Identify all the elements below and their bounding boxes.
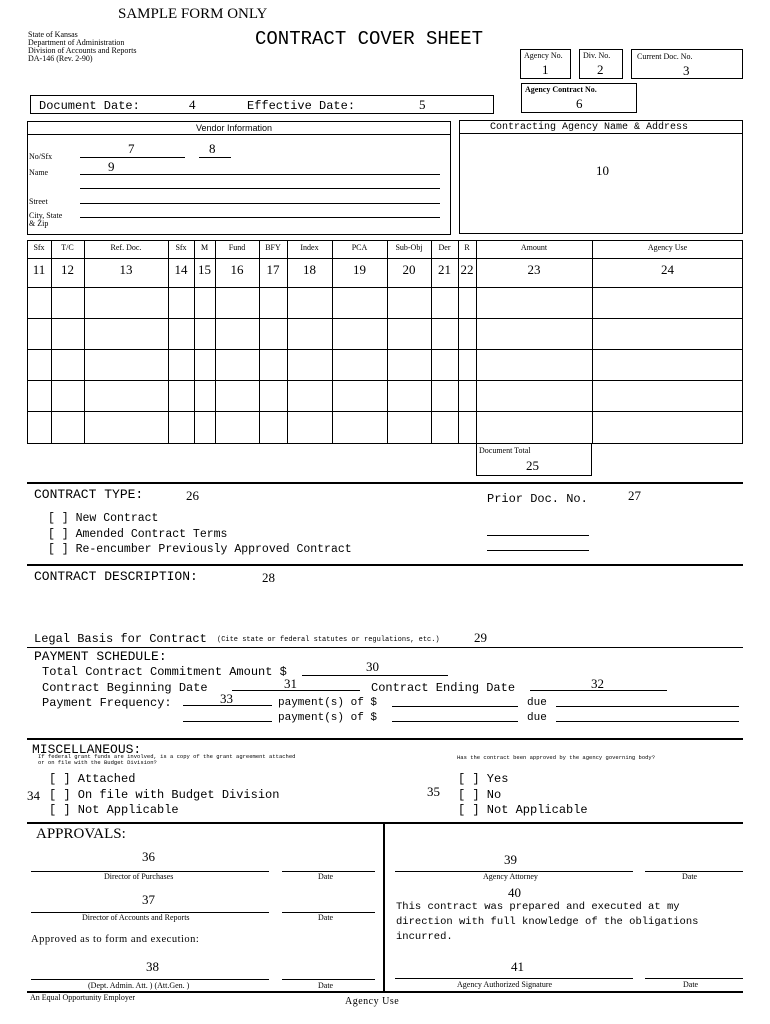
contract-description-label: CONTRACT DESCRIPTION: [34, 569, 198, 584]
current-doc-box[interactable] [631, 49, 743, 79]
payment-amount-field-2[interactable] [392, 721, 518, 722]
issuer-line: Department of Administration [28, 38, 125, 47]
yes-checkbox[interactable]: [ ] Yes [458, 772, 509, 786]
city-state-text: City, State [29, 211, 63, 220]
div-no-box[interactable] [579, 49, 623, 79]
current-doc-label: Current Doc. No. [637, 52, 693, 61]
grant-question-line: or on file with the Budget Division? [38, 759, 157, 766]
document-date-label: Document Date: [39, 99, 140, 113]
grant-question-number: 34 [27, 788, 40, 803]
issuer-line: Division of Accounts and Reports [28, 46, 137, 55]
agency-no-value: 1 [542, 62, 549, 77]
prior-doc-value: 27 [628, 488, 641, 503]
authorized-signature-line[interactable] [395, 978, 633, 979]
approvals-top-rule [27, 822, 743, 824]
contracting-agency-value[interactable]: 10 [596, 163, 609, 178]
contract-type-top-rule [27, 482, 743, 484]
page-title: CONTRACT COVER SHEET [255, 28, 484, 50]
table-row[interactable] [27, 287, 743, 318]
vendor-street-line [80, 203, 440, 204]
accounts-date-caption: Date [318, 913, 334, 922]
div-no-value: 2 [597, 62, 604, 77]
approvals-divider [383, 823, 385, 992]
table-first-row-cell[interactable]: 24 [661, 262, 674, 277]
document-total-box[interactable] [476, 443, 592, 476]
agency-no-label: Agency No. [524, 51, 563, 60]
div-no-label: Div. No. [583, 51, 611, 60]
table-header-cell: BFY [265, 243, 281, 252]
sample-form-label: SAMPLE FORM ONLY [118, 6, 268, 22]
attached-checkbox[interactable]: [ ] Attached [49, 772, 136, 786]
table-first-row-cell[interactable]: 15 [198, 262, 211, 277]
table-header-cell: Sfx [33, 243, 45, 252]
effective-date-value[interactable]: 5 [419, 97, 426, 112]
table-header-cell: Index [300, 243, 319, 252]
due-date-field-2[interactable] [556, 721, 739, 722]
table-first-row-cell[interactable]: 14 [174, 262, 188, 277]
issuer-block [28, 31, 136, 63]
table-first-row-cell[interactable]: 16 [230, 262, 244, 277]
legal-basis-label: Legal Basis for Contract [34, 632, 207, 646]
attorney-caption: Agency Attorney [483, 872, 538, 881]
payment-frequency-value: 33 [220, 691, 233, 706]
payment-schedule-label: PAYMENT SCHEDULE: [34, 649, 167, 664]
purchases-value: 36 [142, 849, 155, 864]
vendor-street-label: Street [29, 197, 48, 206]
authorized-signature-caption: Agency Authorized Signature [457, 980, 553, 989]
legal-basis-value[interactable]: 29 [474, 630, 487, 645]
legal-basis-note: (Cite state or federal statutes or regulations, etc.) [217, 636, 440, 644]
description-top-rule [27, 564, 743, 566]
authorized-date-caption: Date [683, 980, 699, 989]
beginning-date-label: Contract Beginning Date [42, 681, 208, 695]
table-row[interactable] [27, 349, 743, 380]
zip-text: & Zip [29, 219, 49, 228]
dates-box [30, 95, 494, 114]
authorized-date-line[interactable] [645, 978, 743, 979]
accounts-caption: Director of Accounts and Reports [82, 913, 190, 922]
vendor-title-rule [27, 134, 451, 135]
table-row[interactable] [27, 411, 743, 444]
table-header-cell: Amount [520, 243, 548, 252]
right-not-applicable-checkbox[interactable]: [ ] Not Applicable [458, 803, 588, 817]
table-row[interactable] [27, 380, 743, 411]
contract-type-options [48, 511, 352, 558]
prior-doc-label: Prior Doc. No. [487, 492, 588, 506]
attorney-date-caption: Date [682, 872, 698, 881]
grant-question [38, 754, 295, 766]
accounts-value: 37 [142, 892, 155, 907]
table-header-cell: T/C [61, 243, 74, 252]
purchases-caption: Director of Purchases [104, 872, 174, 881]
effective-date-label: Effective Date: [247, 99, 356, 113]
agency-use-footer: Agency Use [345, 996, 400, 1007]
legal-basis-rule [27, 647, 743, 648]
table-first-row-cell[interactable]: 23 [527, 262, 541, 277]
due-label-1: due [527, 697, 547, 709]
statement-value: 40 [508, 885, 521, 900]
form-execution-label: Approved as to form and execution: [31, 934, 200, 945]
amended-contract-checkbox[interactable]: [ ] Amended Contract Terms [48, 527, 228, 541]
due-date-field-1[interactable] [556, 706, 739, 707]
table-header-cell: PCA [351, 243, 368, 252]
re-encumber-checkbox[interactable]: [ ] Re-encumber Previously Approved Contract [48, 543, 352, 556]
vendor-name-line-2 [80, 188, 440, 189]
total-amount-field[interactable] [302, 675, 448, 676]
statement-line: incurred. [396, 931, 453, 943]
payment-frequency-label: Payment Frequency: [42, 696, 172, 710]
agency-contract-label: Agency Contract No. [525, 85, 597, 94]
table-first-row-cell[interactable]: 22 [460, 262, 474, 277]
table-header-cell: Agency Use [647, 243, 688, 252]
table-first-row-cell[interactable]: 17 [266, 262, 280, 277]
att-gen-date-line[interactable] [282, 979, 375, 980]
contract-description-value[interactable]: 28 [262, 570, 275, 585]
payment-of-label-1: payment(s) of $ [278, 697, 378, 709]
att-gen-signature-line[interactable] [31, 979, 269, 980]
document-total-value: 25 [526, 458, 539, 473]
vendor-city-line [80, 217, 440, 218]
purchases-date-caption: Date [318, 872, 334, 881]
current-doc-value: 3 [683, 63, 690, 78]
certification-statement [396, 900, 698, 945]
table-row[interactable] [27, 318, 743, 349]
document-date-value[interactable]: 4 [189, 97, 196, 112]
table-header-cell: Fund [228, 243, 246, 252]
grant-options [49, 772, 279, 819]
due-label-2: due [527, 712, 547, 724]
table-first-row-cell[interactable]: 13 [119, 262, 133, 277]
ending-date-field[interactable] [530, 690, 667, 691]
table-header-cell: Sub-Obj [395, 243, 423, 252]
vendor-city-label [29, 212, 62, 228]
table-header-cell: R [464, 243, 470, 252]
table-first-row-cell[interactable]: 21 [438, 262, 451, 277]
statement-line: This contract was prepared and executed at my [396, 901, 680, 913]
table-first-row-cell[interactable]: 20 [402, 262, 416, 277]
beginning-date-field[interactable] [232, 690, 360, 691]
governing-body-number: 35 [427, 784, 440, 799]
on-file-checkbox[interactable]: [ ] On file with Budget Division [49, 787, 280, 802]
att-gen-date-caption: Date [318, 981, 334, 990]
frequency-field-2[interactable] [183, 721, 272, 722]
miscellaneous-label: MISCELLANEOUS: [32, 742, 142, 757]
issuer-line: State of Kansas [28, 30, 78, 39]
vendor-no-line [80, 157, 185, 158]
vendor-name-line [80, 174, 440, 175]
table-first-row-cell[interactable]: 12 [61, 262, 74, 277]
vendor-sfx-line [199, 157, 231, 158]
governing-body-question: Has the contract been approved by the agency governing body? [457, 754, 656, 761]
att-gen-caption: (Dept. Admin. Att. ) (Att.Gen. ) [88, 981, 190, 990]
agency-contract-value: 6 [576, 96, 583, 111]
misc-top-rule [27, 738, 743, 740]
table-first-row-cell[interactable]: 19 [353, 262, 366, 277]
table-header-cell: Ref. Doc. [110, 243, 142, 252]
payment-of-label-2: payment(s) of $ [278, 712, 378, 724]
total-amount-label: Total Contract Commitment Amount $ [42, 665, 287, 679]
vendor-info-title: Vendor Information [196, 123, 273, 133]
equal-opportunity-text: An Equal Opportunity Employer [30, 993, 136, 1002]
vendor-name-label: Name [29, 168, 49, 177]
table-header-cell: M [200, 243, 209, 252]
signature-value: 41 [511, 959, 524, 974]
payment-amount-field-1[interactable] [392, 706, 518, 707]
agency-no-box[interactable] [520, 49, 571, 79]
approvals-label: APPROVALS: [36, 826, 126, 842]
contract-type-label: CONTRACT TYPE: [34, 487, 144, 502]
grant-question-line: If federal grant funds are involved, is a copy of the grant agreement attached [38, 753, 296, 760]
ending-date-label: Contract Ending Date [371, 681, 516, 695]
table-row-rule [27, 258, 743, 259]
total-amount-value: 30 [366, 659, 379, 674]
new-contract-checkbox[interactable]: [ ] New Contract [48, 512, 159, 525]
prior-doc-line-2[interactable] [487, 550, 589, 551]
prior-doc-line-1[interactable] [487, 535, 589, 536]
vendor-name-value[interactable]: 9 [108, 159, 115, 174]
form-revision: DA-146 (Rev. 2-90) [28, 54, 93, 63]
vendor-sfx-value[interactable]: 8 [209, 141, 216, 156]
governing-body-options [458, 772, 588, 819]
no-sfx-label: No/Sfx [29, 152, 53, 161]
att-gen-value: 38 [146, 959, 159, 974]
ending-date-value: 32 [591, 676, 604, 691]
frequency-field-1[interactable] [183, 705, 272, 706]
beginning-date-value: 31 [284, 676, 297, 691]
table-header-cell: Sfx [175, 243, 187, 252]
contracting-agency-title: Contracting Agency Name & Address [490, 122, 689, 133]
vendor-no-value[interactable]: 7 [128, 141, 135, 156]
contract-type-value: 26 [186, 488, 199, 503]
table-first-row-cell[interactable]: 18 [303, 262, 316, 277]
agency-contract-box[interactable] [521, 83, 637, 113]
agency-title-rule [459, 133, 743, 134]
statement-line: direction with full knowledge of the obligations [396, 916, 699, 928]
table-header-cell: Der [438, 243, 451, 252]
table-first-row-cell[interactable]: 11 [32, 262, 46, 277]
not-applicable-checkbox[interactable]: [ ] Not Applicable [49, 803, 179, 817]
attorney-value: 39 [504, 852, 517, 867]
no-checkbox[interactable]: [ ] No [458, 787, 502, 802]
document-total-label: Document Total [479, 446, 531, 455]
